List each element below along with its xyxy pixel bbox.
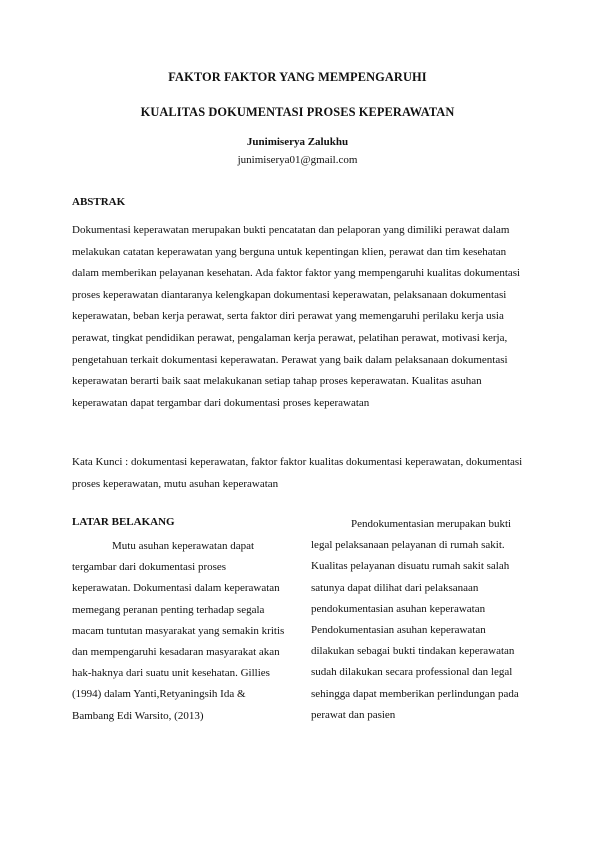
- paper-title-line-2: KUALITAS DOKUMENTASI PROSES KEPERAWATAN: [140, 105, 455, 119]
- abstract-heading: ABSTRAK: [72, 196, 126, 208]
- author-email: junimiserya01@gmail.com: [237, 154, 358, 166]
- author-name: Junimiserya Zalukhu: [246, 136, 349, 148]
- paper-title-line-1: FAKTOR FAKTOR YANG MEMPENGARUHI: [168, 70, 427, 84]
- section-heading-latar-belakang: LATAR BELAKANG: [72, 516, 175, 528]
- abstract-body: Dokumentasi keperawatan merupakan bukti pencatatan dan pelaporan yang dimiliki perawat dalam melakukan catatan keperawatan yang berguna untuk kepentingan klien, perawat dan tim kesehatan dalam memberikan pelayanan kesehatan. Ada faktor faktor yang mempengaruhi kualitas dokumentasi proses keperawatan diantaranya kelengkapan dokumentasi keperawatan, pelaksanaan dokumentasi keperawatan, beban kerja perawat, serta faktor diri perawat yang memengaruhi perilaku kerja usia perawat, tingkat pendidikan perawat, pengalaman kerja perawat, pelatihan perawat, motivasi kerja, pengetahuan terkait dokumentasi keperawatan. Perawat yang baik dalam pelaksanaan dokumentasi keperawatan berarti baik saat melakukanan setiap tahap proses keperawatan. Kualitas asuhan keperawatan dapat tergambar dari dokumentasi proses keperawatan: [72, 224, 521, 409]
- right-column-paragraph: Pendokumentasian merupakan bukti legal pelaksanaan pelayanan di rumah sakit. Kualitas pelayanan disuatu rumah sakit salah satunya dapat dilihat dari pelaksanaan pendokumentasian asuhan keperawatan Pendokumentasian asuhan keperawatan dilakukan sebagai bukti tindakan keperawatan sudah dilakukan secara professional dan legal sehingga dapat memberikan perlindungan pada perawat dan pasien: [311, 518, 519, 721]
- keywords: Kata Kunci : dokumentasi keperawatan, faktor faktor kualitas dokumentasi keperawatan, dokumentasi proses keperawatan, mutu asuhan keperawatan: [72, 456, 523, 490]
- left-column-paragraph: Mutu asuhan keperawatan dapat tergambar dari dokumentasi proses keperawatan. Dokumentasi dalam keperawatan memegang peranan penting terhadap segala macam tuntutan masyarakat yang semakin kritis dan mempengaruhi kesadaran masyarakat akan hak-haknya dari suatu unit kesehatan. Gillies (1994) dalam Yanti,Retyaningsih Ida & Bambang Edi Warsito, (2013): [72, 540, 285, 722]
